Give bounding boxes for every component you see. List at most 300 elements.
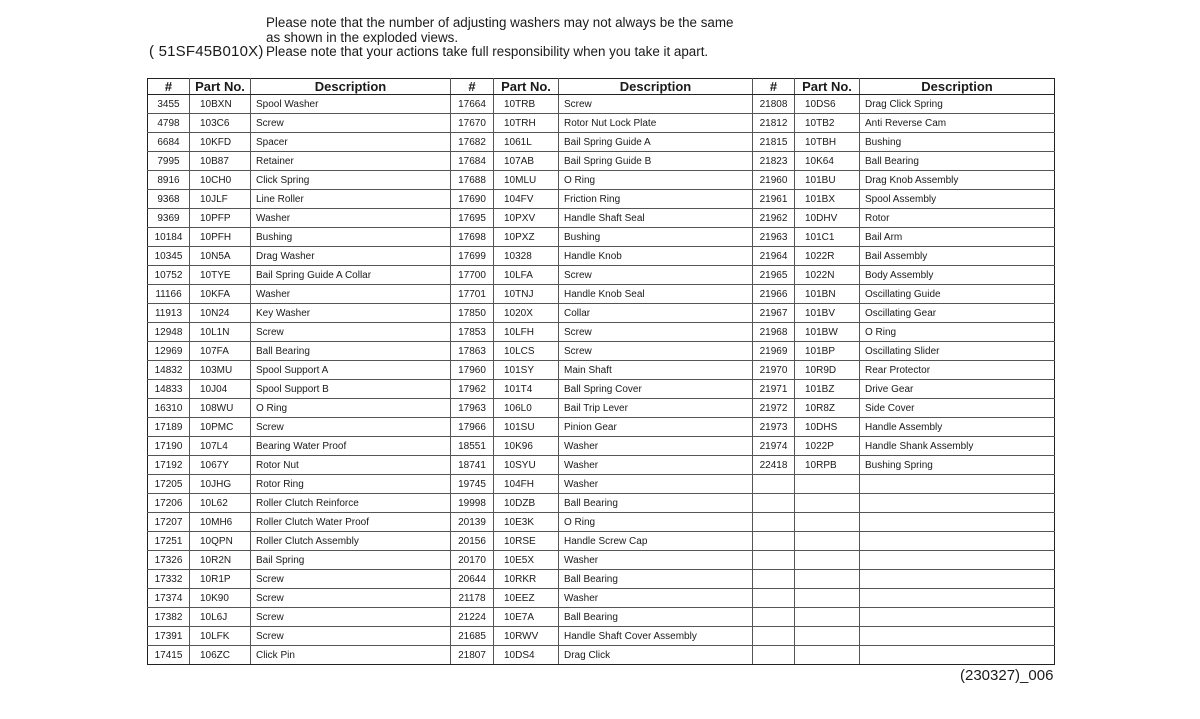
part-description: Rotor Nut Lock Plate (559, 114, 753, 133)
table-row (148, 266, 1055, 285)
part-code: 101SU (494, 418, 559, 437)
part-number-index (753, 513, 795, 532)
part-description: Screw (251, 627, 451, 646)
part-number-index: 11913 (148, 304, 190, 323)
part-description: Pinion Gear (559, 418, 753, 437)
part-description: Handle Assembly (860, 418, 1055, 437)
part-code: 10JHG (190, 475, 251, 494)
part-number-index: 17670 (451, 114, 494, 133)
part-description: Washer (559, 551, 753, 570)
part-description: Rear Protector (860, 361, 1055, 380)
part-number-index: 9369 (148, 209, 190, 228)
part-description: Friction Ring (559, 190, 753, 209)
part-number-index: 17205 (148, 475, 190, 494)
part-number-index: 3455 (148, 95, 190, 114)
part-description: Drive Gear (860, 380, 1055, 399)
table-row (148, 361, 1055, 380)
part-code: 10R9D (795, 361, 860, 380)
table-row (148, 323, 1055, 342)
part-code: 10K64 (795, 152, 860, 171)
part-code: 10LFH (494, 323, 559, 342)
part-code: 10CH0 (190, 171, 251, 190)
part-code: 101BN (795, 285, 860, 304)
table-row (148, 380, 1055, 399)
part-number-index (753, 608, 795, 627)
part-number-index: 21808 (753, 95, 795, 114)
part-code: 107AB (494, 152, 559, 171)
part-code: 101C1 (795, 228, 860, 247)
part-number-index: 9368 (148, 190, 190, 209)
part-code (795, 513, 860, 532)
table-row (148, 589, 1055, 608)
part-description: Screw (559, 342, 753, 361)
part-description: Main Shaft (559, 361, 753, 380)
part-number-index: 16310 (148, 399, 190, 418)
table-row (148, 418, 1055, 437)
table-row (148, 608, 1055, 627)
part-code: 10L6J (190, 608, 251, 627)
table-row (148, 114, 1055, 133)
part-number-index: 17966 (451, 418, 494, 437)
part-number-index: 17391 (148, 627, 190, 646)
part-code: 10R2N (190, 551, 251, 570)
part-code: 10DZB (494, 494, 559, 513)
part-code (795, 532, 860, 551)
part-description: Screw (251, 418, 451, 437)
part-code: 101T4 (494, 380, 559, 399)
note-line: as shown in the exploded views. (266, 29, 459, 45)
part-description: Drag Click Spring (860, 95, 1055, 114)
part-number-index (753, 475, 795, 494)
part-number-index: 17690 (451, 190, 494, 209)
disassembly-notes (266, 16, 733, 60)
part-description: O Ring (559, 513, 753, 532)
part-number-index: 17688 (451, 171, 494, 190)
part-description: Body Assembly (860, 266, 1055, 285)
part-description: Drag Knob Assembly (860, 171, 1055, 190)
part-number-index: 11166 (148, 285, 190, 304)
part-code (795, 646, 860, 665)
table-row (148, 190, 1055, 209)
part-description: Rotor Ring (251, 475, 451, 494)
part-code: 10K90 (190, 589, 251, 608)
part-number-index: 17701 (451, 285, 494, 304)
part-number-index: 17326 (148, 551, 190, 570)
part-description: O Ring (860, 323, 1055, 342)
part-number-index: 8916 (148, 171, 190, 190)
part-code: 10LFK (190, 627, 251, 646)
part-number-index: 17850 (451, 304, 494, 323)
part-number-index: 21966 (753, 285, 795, 304)
part-code: 1022R (795, 247, 860, 266)
part-number-index: 21815 (753, 133, 795, 152)
table-row (148, 171, 1055, 190)
table-row (148, 285, 1055, 304)
part-number-index: 20170 (451, 551, 494, 570)
part-number-index: 14833 (148, 380, 190, 399)
part-description: Bearing Water Proof (251, 437, 451, 456)
part-number-index: 21823 (753, 152, 795, 171)
part-number-index: 21971 (753, 380, 795, 399)
part-number-index: 21972 (753, 399, 795, 418)
part-description: Bushing (860, 133, 1055, 152)
table-row (148, 133, 1055, 152)
part-code (795, 494, 860, 513)
part-description (860, 532, 1055, 551)
part-description (860, 570, 1055, 589)
part-number-index: 21969 (753, 342, 795, 361)
table-row (148, 152, 1055, 171)
part-number-index: 19998 (451, 494, 494, 513)
part-description: Screw (559, 323, 753, 342)
part-description: Screw (559, 95, 753, 114)
part-code: 10BXN (190, 95, 251, 114)
part-number-index: 20139 (451, 513, 494, 532)
part-code: 10R8Z (795, 399, 860, 418)
part-description: Spacer (251, 133, 451, 152)
part-code: 1061L (494, 133, 559, 152)
part-description: Roller Clutch Reinforce (251, 494, 451, 513)
part-number-index (753, 532, 795, 551)
part-number-index (753, 570, 795, 589)
column-header-part-no: Part No. (190, 79, 251, 95)
part-description (860, 646, 1055, 665)
parts-table-body (148, 95, 1055, 665)
part-description: Washer (251, 285, 451, 304)
part-code: 10328 (494, 247, 559, 266)
part-description: Screw (559, 266, 753, 285)
part-number-index: 21807 (451, 646, 494, 665)
table-row (148, 399, 1055, 418)
part-description: Bail Spring Guide A Collar (251, 266, 451, 285)
part-number-index: 17863 (451, 342, 494, 361)
part-code (795, 627, 860, 646)
part-number-index: 17192 (148, 456, 190, 475)
part-code: 10EEZ (494, 589, 559, 608)
part-number-index: 17207 (148, 513, 190, 532)
part-code: 1020X (494, 304, 559, 323)
part-number-index: 21974 (753, 437, 795, 456)
part-number-index: 17962 (451, 380, 494, 399)
part-description: Spool Support A (251, 361, 451, 380)
part-code (795, 551, 860, 570)
part-code: 10L1N (190, 323, 251, 342)
part-description: Bushing (251, 228, 451, 247)
table-row (148, 513, 1055, 532)
part-description: Washer (559, 437, 753, 456)
part-number-index: 17251 (148, 532, 190, 551)
part-code: 10MH6 (190, 513, 251, 532)
table-row (148, 247, 1055, 266)
part-code: 1022N (795, 266, 860, 285)
part-number-index: 20156 (451, 532, 494, 551)
part-code: 1022P (795, 437, 860, 456)
table-header-row (148, 79, 1055, 95)
part-number-index: 18741 (451, 456, 494, 475)
part-description: Washer (559, 475, 753, 494)
part-code: 107FA (190, 342, 251, 361)
part-description: Rotor (860, 209, 1055, 228)
part-description: Drag Washer (251, 247, 451, 266)
document-code: (230327)_006 (960, 667, 1054, 684)
part-number-index: 10184 (148, 228, 190, 247)
part-description: Roller Clutch Water Proof (251, 513, 451, 532)
part-code: 10JLF (190, 190, 251, 209)
part-description: Spool Washer (251, 95, 451, 114)
part-number-index: 17332 (148, 570, 190, 589)
part-code: 10PFH (190, 228, 251, 247)
part-code: 108WU (190, 399, 251, 418)
part-number-index: 10345 (148, 247, 190, 266)
part-code: 10N24 (190, 304, 251, 323)
part-code: 10PXV (494, 209, 559, 228)
part-description: Bushing (559, 228, 753, 247)
part-description (860, 494, 1055, 513)
part-code (795, 475, 860, 494)
part-code: 10SYU (494, 456, 559, 475)
part-code: 106L0 (494, 399, 559, 418)
part-description: Retainer (251, 152, 451, 171)
part-number-index: 21961 (753, 190, 795, 209)
part-description: Handle Shank Assembly (860, 437, 1055, 456)
table-row (148, 456, 1055, 475)
part-number-index: 21224 (451, 608, 494, 627)
part-number-index (753, 494, 795, 513)
part-code: 101BU (795, 171, 860, 190)
part-description: Click Spring (251, 171, 451, 190)
table-row (148, 304, 1055, 323)
part-description: Bail Assembly (860, 247, 1055, 266)
table-row (148, 494, 1055, 513)
part-description: Ball Bearing (860, 152, 1055, 171)
part-number-index: 21963 (753, 228, 795, 247)
part-number-index: 21960 (753, 171, 795, 190)
part-number-index: 17664 (451, 95, 494, 114)
part-number-index: 17963 (451, 399, 494, 418)
part-code: 10DS4 (494, 646, 559, 665)
part-code: 10E5X (494, 551, 559, 570)
part-description: Oscillating Guide (860, 285, 1055, 304)
part-code: 10E3K (494, 513, 559, 532)
part-code: 10PMC (190, 418, 251, 437)
part-description (860, 608, 1055, 627)
part-description: Screw (251, 589, 451, 608)
part-description: Ball Bearing (559, 494, 753, 513)
part-description: Screw (251, 608, 451, 627)
part-number-index: 17682 (451, 133, 494, 152)
part-number-index: 21965 (753, 266, 795, 285)
note-line: Please note that the number of adjusting washers may not always be the same (266, 15, 734, 30)
part-code: 103MU (190, 361, 251, 380)
model-code: ( 51SF45B010X) (149, 43, 264, 60)
part-description: Handle Shaft Cover Assembly (559, 627, 753, 646)
part-description: Bail Spring Guide B (559, 152, 753, 171)
part-number-index (753, 589, 795, 608)
part-code: 10TYE (190, 266, 251, 285)
part-description: Spool Support B (251, 380, 451, 399)
part-description: Bail Spring (251, 551, 451, 570)
part-code: 10LCS (494, 342, 559, 361)
part-description: Washer (559, 589, 753, 608)
table-row (148, 627, 1055, 646)
part-number-index: 21973 (753, 418, 795, 437)
part-code: 1067Y (190, 456, 251, 475)
part-code: 10TNJ (494, 285, 559, 304)
part-code: 10E7A (494, 608, 559, 627)
part-code: 10TRB (494, 95, 559, 114)
part-description: Ball Bearing (251, 342, 451, 361)
part-code: 103C6 (190, 114, 251, 133)
part-number-index: 17374 (148, 589, 190, 608)
part-code: 10RSE (494, 532, 559, 551)
part-code (795, 570, 860, 589)
part-description: Handle Knob (559, 247, 753, 266)
part-description: Oscillating Gear (860, 304, 1055, 323)
part-description: Ball Spring Cover (559, 380, 753, 399)
part-description (860, 627, 1055, 646)
part-number-index: 21964 (753, 247, 795, 266)
part-number-index: 17382 (148, 608, 190, 627)
table-row (148, 209, 1055, 228)
part-code: 10DHV (795, 209, 860, 228)
part-description: Screw (251, 323, 451, 342)
part-number-index: 12969 (148, 342, 190, 361)
part-description: Collar (559, 304, 753, 323)
part-description: Bail Arm (860, 228, 1055, 247)
table-row (148, 342, 1055, 361)
part-description: Bail Spring Guide A (559, 133, 753, 152)
part-code: 10RKR (494, 570, 559, 589)
part-code: 101BW (795, 323, 860, 342)
part-description: Key Washer (251, 304, 451, 323)
part-description: Bail Trip Lever (559, 399, 753, 418)
part-description: Line Roller (251, 190, 451, 209)
part-code: 10TBH (795, 133, 860, 152)
part-number-index (753, 627, 795, 646)
part-code: 10RWV (494, 627, 559, 646)
part-description (860, 475, 1055, 494)
part-description: Anti Reverse Cam (860, 114, 1055, 133)
part-code: 101SY (494, 361, 559, 380)
part-code: 101BX (795, 190, 860, 209)
part-code: 107L4 (190, 437, 251, 456)
part-description: Roller Clutch Assembly (251, 532, 451, 551)
part-number-index: 21812 (753, 114, 795, 133)
part-code (795, 589, 860, 608)
part-number-index: 10752 (148, 266, 190, 285)
part-description: Rotor Nut (251, 456, 451, 475)
column-header-description: Description (559, 79, 753, 95)
table-row (148, 437, 1055, 456)
table-row (148, 570, 1055, 589)
part-code: 10RPB (795, 456, 860, 475)
part-description (860, 551, 1055, 570)
part-code: 106ZC (190, 646, 251, 665)
part-code: 10J04 (190, 380, 251, 399)
part-description: Screw (251, 114, 451, 133)
part-code: 10KFD (190, 133, 251, 152)
part-description: Oscillating Slider (860, 342, 1055, 361)
part-number-index: 17415 (148, 646, 190, 665)
part-number-index: 17190 (148, 437, 190, 456)
part-code: 10TB2 (795, 114, 860, 133)
table-row (148, 532, 1055, 551)
column-header-part-no: Part No. (494, 79, 559, 95)
part-number-index: 17698 (451, 228, 494, 247)
part-description: Screw (251, 570, 451, 589)
part-code: 10DHS (795, 418, 860, 437)
part-number-index: 7995 (148, 152, 190, 171)
part-number-index: 21962 (753, 209, 795, 228)
column-header-number: # (753, 79, 795, 95)
part-number-index: 20644 (451, 570, 494, 589)
part-code: 10LFA (494, 266, 559, 285)
part-code: 10KFA (190, 285, 251, 304)
part-description: Click Pin (251, 646, 451, 665)
part-code: 10DS6 (795, 95, 860, 114)
part-description: Handle Knob Seal (559, 285, 753, 304)
part-number-index: 19745 (451, 475, 494, 494)
part-code: 10R1P (190, 570, 251, 589)
part-number-index: 17189 (148, 418, 190, 437)
part-number-index: 17699 (451, 247, 494, 266)
column-header-description: Description (860, 79, 1055, 95)
part-description: Spool Assembly (860, 190, 1055, 209)
part-number-index (753, 551, 795, 570)
column-header-description: Description (251, 79, 451, 95)
part-number-index: 17206 (148, 494, 190, 513)
part-description (860, 589, 1055, 608)
part-code: 101BP (795, 342, 860, 361)
part-number-index: 17684 (451, 152, 494, 171)
part-number-index (753, 646, 795, 665)
parts-table (147, 78, 1055, 665)
part-description (860, 513, 1055, 532)
part-number-index: 21968 (753, 323, 795, 342)
part-code: 10MLU (494, 171, 559, 190)
part-number-index: 17960 (451, 361, 494, 380)
table-row (148, 95, 1055, 114)
part-number-index: 17695 (451, 209, 494, 228)
part-description: O Ring (559, 171, 753, 190)
part-number-index: 17853 (451, 323, 494, 342)
part-number-index: 21967 (753, 304, 795, 323)
table-row (148, 646, 1055, 665)
part-code: 10QPN (190, 532, 251, 551)
part-description: Drag Click (559, 646, 753, 665)
note-line: Please note that your actions take full responsibility when you take it apart. (266, 44, 709, 60)
part-code: 104FH (494, 475, 559, 494)
part-code: 10TRH (494, 114, 559, 133)
part-description: Handle Screw Cap (559, 532, 753, 551)
part-number-index: 21685 (451, 627, 494, 646)
part-code: 10K96 (494, 437, 559, 456)
column-header-number: # (451, 79, 494, 95)
part-description: Handle Shaft Seal (559, 209, 753, 228)
part-description: O Ring (251, 399, 451, 418)
part-description: Side Cover (860, 399, 1055, 418)
part-number-index: 17700 (451, 266, 494, 285)
part-number-index: 4798 (148, 114, 190, 133)
part-number-index: 12948 (148, 323, 190, 342)
part-code: 10B87 (190, 152, 251, 171)
column-header-number: # (148, 79, 190, 95)
part-number-index: 21970 (753, 361, 795, 380)
part-code: 10L62 (190, 494, 251, 513)
table-row (148, 551, 1055, 570)
table-row (148, 228, 1055, 247)
part-code: 101BZ (795, 380, 860, 399)
